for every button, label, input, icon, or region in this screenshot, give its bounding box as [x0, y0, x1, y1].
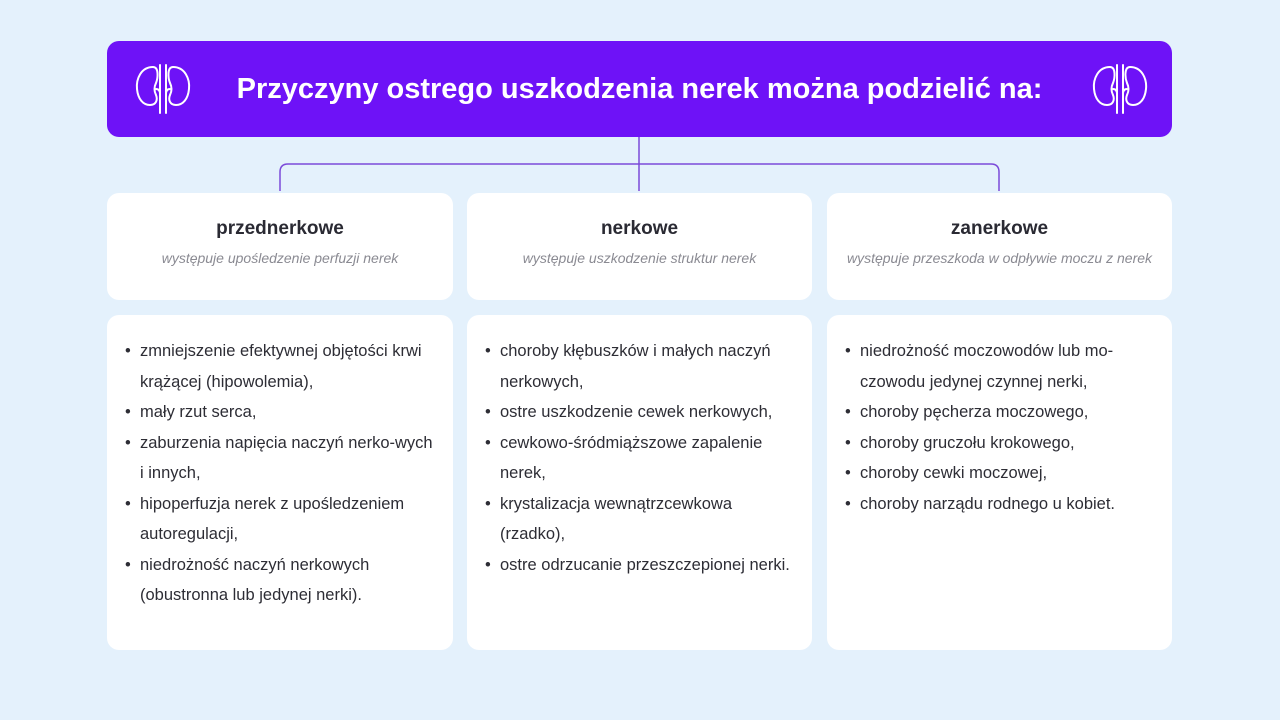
causes-list — [125, 336, 439, 611]
list-item: • krystalizacja wewnątrzcewkowa (rzadko), — [485, 489, 798, 550]
page-title: Przyczyny ostrego uszkodzenia nerek można podzielić na: — [236, 73, 1043, 105]
list-item: • ostre odrzucanie przeszczepionej nerki. — [485, 550, 798, 581]
list-item: • choroby pęcherza moczowego, — [845, 397, 1158, 428]
list-item: • niedrożność moczowodów lub mo-czowodu jedynej czynnej nerki, — [845, 336, 1158, 397]
list-item: • zmniejszenie efektywnej objętości krwi krążącej (hipowolemia), — [125, 336, 439, 397]
category-title: nerkowe — [600, 218, 679, 239]
list-item: • zaburzenia napięcia naczyń nerko-wych i innych, — [125, 428, 439, 489]
causes-list — [485, 336, 798, 580]
list-item: • ostre uszkodzenie cewek nerkowych, — [485, 397, 798, 428]
list-item: • cewkowo-śródmiąższowe zapalenie nerek, — [485, 428, 798, 489]
list-item: • niedrożność naczyń nerkowych (obustronna lub jedynej nerki). — [125, 550, 439, 611]
category-description: występuje uszkodzenie struktur nerek — [522, 250, 757, 266]
list-item: • hipoperfuzja nerek z upośledzeniem autoregulacji, — [125, 489, 439, 550]
causes-list-card-renal — [467, 315, 812, 650]
category-title: zanerkowe — [950, 218, 1049, 239]
causes-list — [845, 336, 1158, 519]
list-item: • choroby cewki moczowej, — [845, 458, 1158, 489]
causes-list-card-prerenal — [107, 315, 453, 650]
category-description: występuje przeszkoda w odpływie moczu z nerek — [846, 250, 1153, 266]
category-title: przednerkowe — [216, 218, 344, 239]
list-item: • choroby narządu rodnego u kobiet. — [845, 489, 1158, 520]
list-item: • choroby kłębuszków i małych naczyń nerkowych, — [485, 336, 798, 397]
causes-list-card-postrenal — [827, 315, 1172, 650]
category-description: występuje upośledzenie perfuzji nerek — [161, 250, 399, 266]
list-item: • choroby gruczołu krokowego, — [845, 428, 1158, 459]
list-item: • mały rzut serca, — [125, 397, 439, 428]
